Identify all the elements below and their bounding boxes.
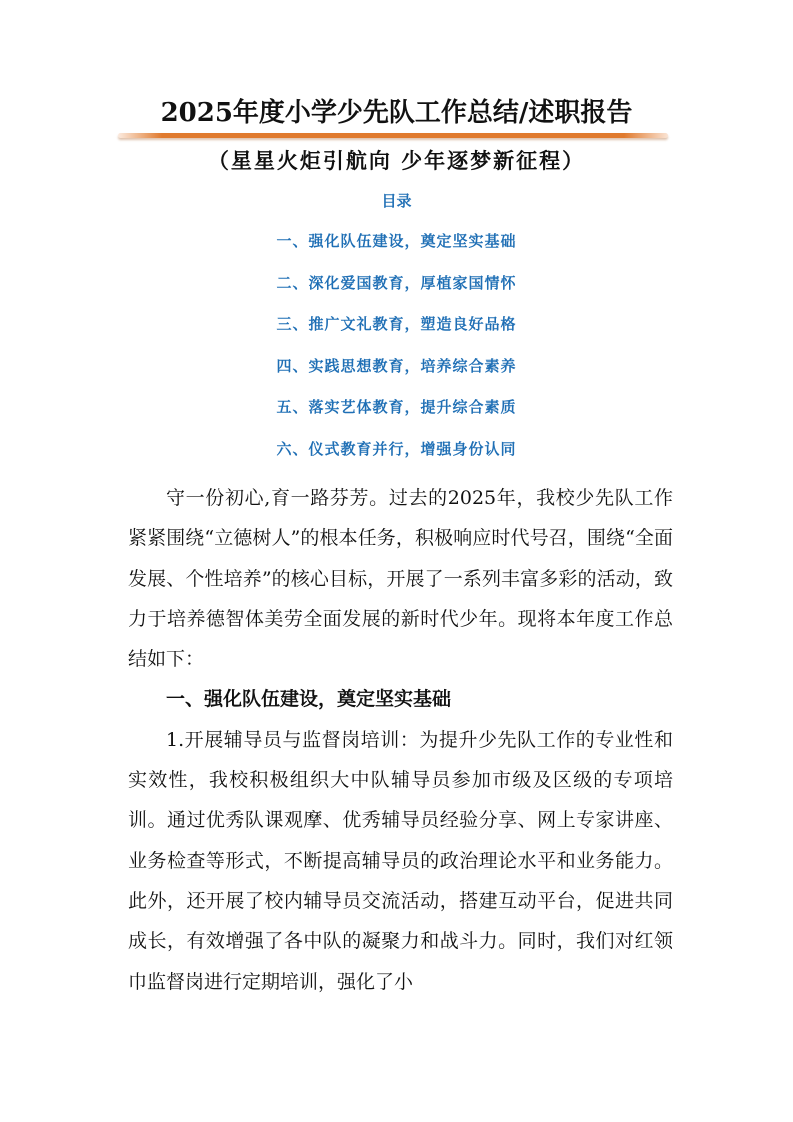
toc-heading: 目录	[381, 192, 412, 210]
document-subtitle: （星星火炬引航向 少年逐梦新征程）	[207, 148, 586, 173]
toc-item[interactable]: 四、实践思想教育，培养综合素养	[276, 356, 517, 375]
document-title: 2025年度小学少先队工作总结/述职报告	[160, 98, 633, 128]
title-underline	[118, 133, 668, 138]
toc-item[interactable]: 六、仪式教育并行，增强身份认同	[276, 439, 517, 458]
document-body	[128, 478, 673, 1002]
table-of-contents	[0, 225, 793, 475]
toc-item[interactable]: 一、强化队伍建设，奠定坚实基础	[276, 232, 517, 250]
intro-paragraph: 守一份初心,育一路芬芳。过去的2025年，我校少先队工作紧紧围绕“立德树人”的根本任务，积极响应时代号召，围绕“全面发展、个性培养”的核心目标，开展了一系列丰富多彩的活动，致力于培养德智体美劳全面发展的新时代少年。现将本年度工作总结如下：	[128, 487, 673, 671]
toc-item[interactable]: 五、落实艺体教育，提升综合素质	[276, 398, 517, 417]
section-paragraph: 1.开展辅导员与监督岗培训：为提升少先队工作的专业性和实效性，我校积极组织大中队辅导员参加市级及区级的专项培训。通过优秀队课观摩、优秀辅导员经验分享、网上专家讲座、业务检查等形式，不断提高辅导员的政治理论水平和业务能力。此外，还开展了校内辅导员交流活动，搭建互动平台，促进共同成长，有效增强了各中队的凝聚力和战斗力。同时，我们对红领巾监督岗进行定期培训，强化了小	[128, 728, 673, 993]
toc-item[interactable]: 三、推广文礼教育，塑造良好品格	[276, 315, 517, 334]
toc-item[interactable]: 二、深化爱国教育，厚植家国情怀	[276, 273, 517, 292]
section-heading: 一、强化队伍建设，奠定坚实基础	[166, 688, 452, 711]
